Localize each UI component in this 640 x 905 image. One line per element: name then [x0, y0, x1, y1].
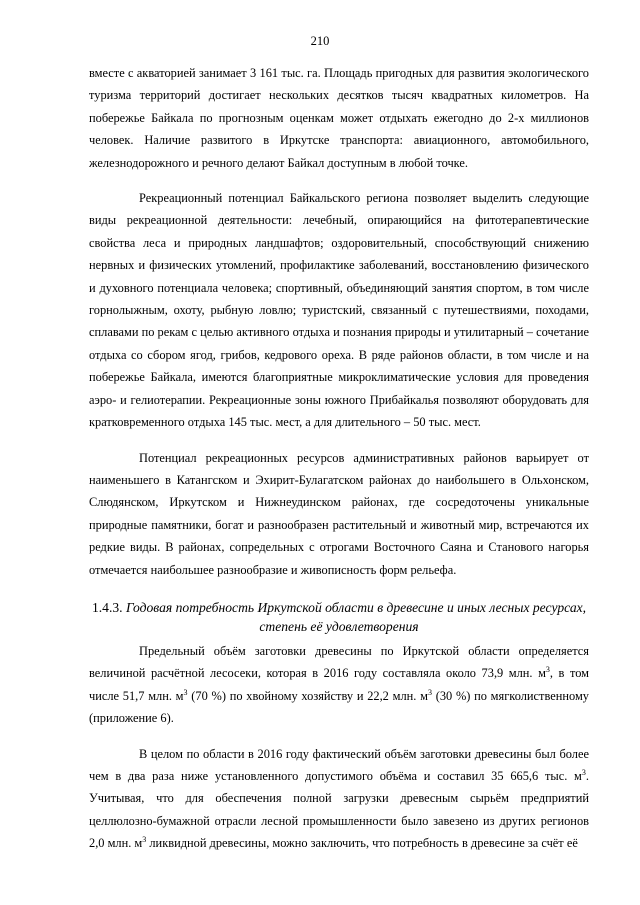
paragraph: Предельный объём заготовки древесины по Иркутской области определяется величиной расчётной лесосеки, которая в 2016 году составляла около 73,9 млн. $м^3$, в том числе 51,7 млн. $м^3$ (70 %) по хвойному хозяйству и 22,2 млн. $м^3$ (30 %) по мягколиственному (приложение 6).	[89, 644, 590, 726]
page-number: 210	[310, 34, 330, 48]
section-heading	[89, 598, 589, 636]
section-number: 1.4.3.	[91, 600, 123, 615]
paragraph: Рекреационный потенциал Байкальского региона позволяет выделить следующие виды рекреационной деятельности: лечебный, опирающийся на фитотерапевтические свойства леса и природных ландшафтов; оздоровительный, способствующий снижению нервных и физических утомлений, профилактике заболеваний, восстановлению физического и духовного потенциала человека; спортивный, объединяющий занятия спортом, в том числе горнолыжным, охоту, рыбную ловлю; туристский, связанный с путешествиями, походами, сплавами по рекам с целью активного отдыха и познания природы и утилитарный – сочетание отдыха со сбором ягод, грибов, кедрового ореха. В ряде районов области, в том числе и на побережье Байкала, имеются благоприятные микроклиматические условия для проведения аэро- и гелиотерапии. Рекреационные зоны южного Прибайкалья позволяют оборудовать для кратковременного отдыха 145 тыс. мест, а для длительного – 50 тыс. мест.	[89, 191, 589, 430]
text-block-top	[89, 62, 589, 581]
text-block-bottom	[89, 640, 589, 855]
paragraph: вместе с акваторией занимает 3 161 тыс. га. Площадь пригодных для развития экологического туризма территорий достигает нескольких десятков тысяч квадратных километров. На побережье Байкала по прогнозным оценкам может отдыхать ежегодно до 2-х миллионов человек. Наличие развитого в Иркутске транспорта: авиационного, автомобильного, железнодорожного и речного делают Байкал доступным в любой точке.	[89, 66, 589, 170]
section-title-line2: степень её удовлетворения	[259, 619, 419, 634]
paragraph: В целом по области в 2016 году фактический объём заготовки древесины был более чем в два раза ниже установленного допустимого объёма и составил 35 665,6 тыс. $м^3$. Учитывая, что для обеспечения полной загрузки древесным сырьём предприятий целлюлозно-бумажной отрасли лесной промышленности было завезено из других регионов 2,0 млн. $м^3$ ликвидной древесины, можно заключить, что потребность в древесине за счёт её	[89, 746, 589, 851]
section-title-line1: Годовая потребность Иркутской области в древесине и иных лесных ресурсах,	[125, 600, 587, 615]
paragraph: Потенциал рекреационных ресурсов административных районов варьирует от наименьшего в Катангском и Эхирит-Булагатском районах до наибольшего в Ольхонском, Слюдянском, Иркутском и Нижнеудинском районах, где сосредоточены уникальные природные памятники, богат и разнообразен растительный и животный мир, встречаются их редкие виды. В районах, сопредельных с отрогами Восточного Саяна и Станового нагорья отмечается наибольшее разнообразие и живописность форм рельефа.	[89, 450, 589, 577]
